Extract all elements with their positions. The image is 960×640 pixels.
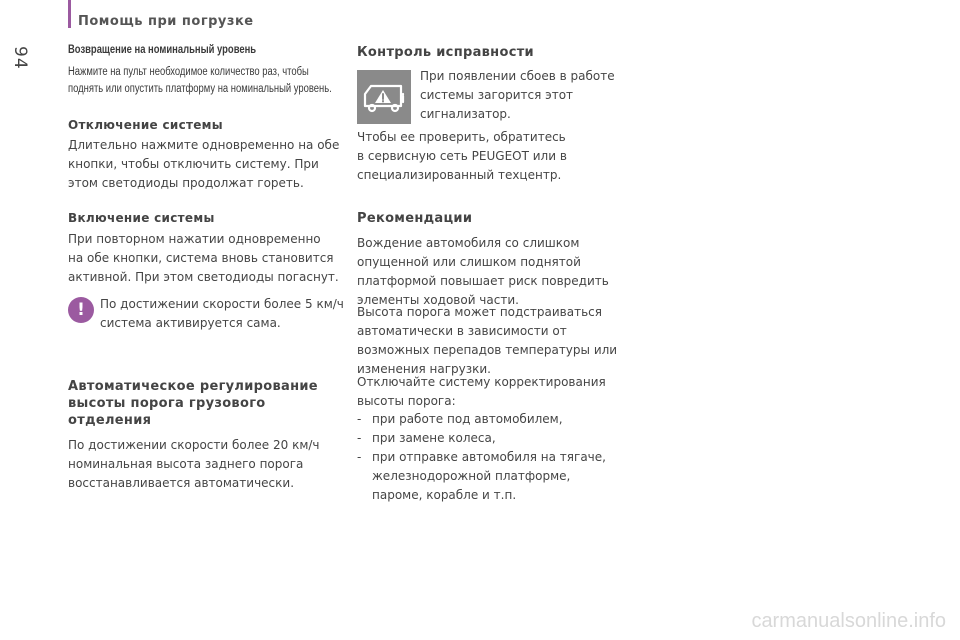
recommend-heading: Рекомендации bbox=[357, 211, 473, 226]
return-heading: Возвращение на номинальный уровень bbox=[68, 44, 257, 56]
control-text: Чтобы ее проверить, обратитесь в сервисную сеть PEUGEOT или в специализированный техцентр. bbox=[357, 130, 567, 182]
recommend-paragraph-2: Высота порога может подстраиваться автоматически в зависимости от возможных перепадов температуры или изменения нагрузки. bbox=[357, 305, 618, 376]
recommend-paragraph-3: Отключайте систему корректирования высоты порога: bbox=[357, 375, 606, 408]
disable-heading: Отключение системы bbox=[68, 118, 223, 132]
control-icon-text: При появлении сбоев в работе системы загорится этот сигнализатор. bbox=[420, 69, 615, 121]
enable-heading: Включение системы bbox=[68, 211, 215, 225]
exclamation-icon: ! bbox=[68, 297, 94, 323]
watermark: carmanualsonline.info bbox=[751, 610, 946, 632]
header-accent-bar bbox=[68, 0, 71, 28]
recommend-paragraph-1: Вождение автомобиля со слишком опущенной или слишком поднятой платформой повышает риск повредить элементы ходовой части. bbox=[357, 236, 609, 307]
section-title: Помощь при погрузке bbox=[78, 14, 254, 29]
control-heading: Контроль исправности bbox=[357, 45, 534, 60]
auto-text: По достижении скорости более 20 км/ч номинальная высота заднего порога восстанавливается автоматически. bbox=[68, 438, 320, 490]
note-text: По достижении скорости более 5 км/ч система активируется сама. bbox=[100, 297, 344, 330]
return-text: Нажмите на пульт необходимое количество раз, чтобы поднять или опустить платформу на номинальный уровень. bbox=[68, 66, 332, 95]
auto-heading: Автоматическое регулирование высоты порога грузового отделения bbox=[68, 379, 318, 428]
exception-list: - при работе под автомобилем, - при замене колеса, - при отправке автомобиля на тягаче, железнодорожной платформе, пароме, корабле и т.п. bbox=[357, 412, 606, 502]
page-number: 94 bbox=[10, 46, 30, 70]
enable-text: При повторном нажатии одновременно на обе кнопки, система вновь становится активной. При этом светодиоды погаснут. bbox=[68, 232, 339, 284]
disable-text: Длительно нажмите одновременно на обе кнопки, чтобы отключить систему. При этом светодиоды продолжат гореть. bbox=[68, 138, 340, 190]
vehicle-warning-icon bbox=[357, 70, 411, 124]
